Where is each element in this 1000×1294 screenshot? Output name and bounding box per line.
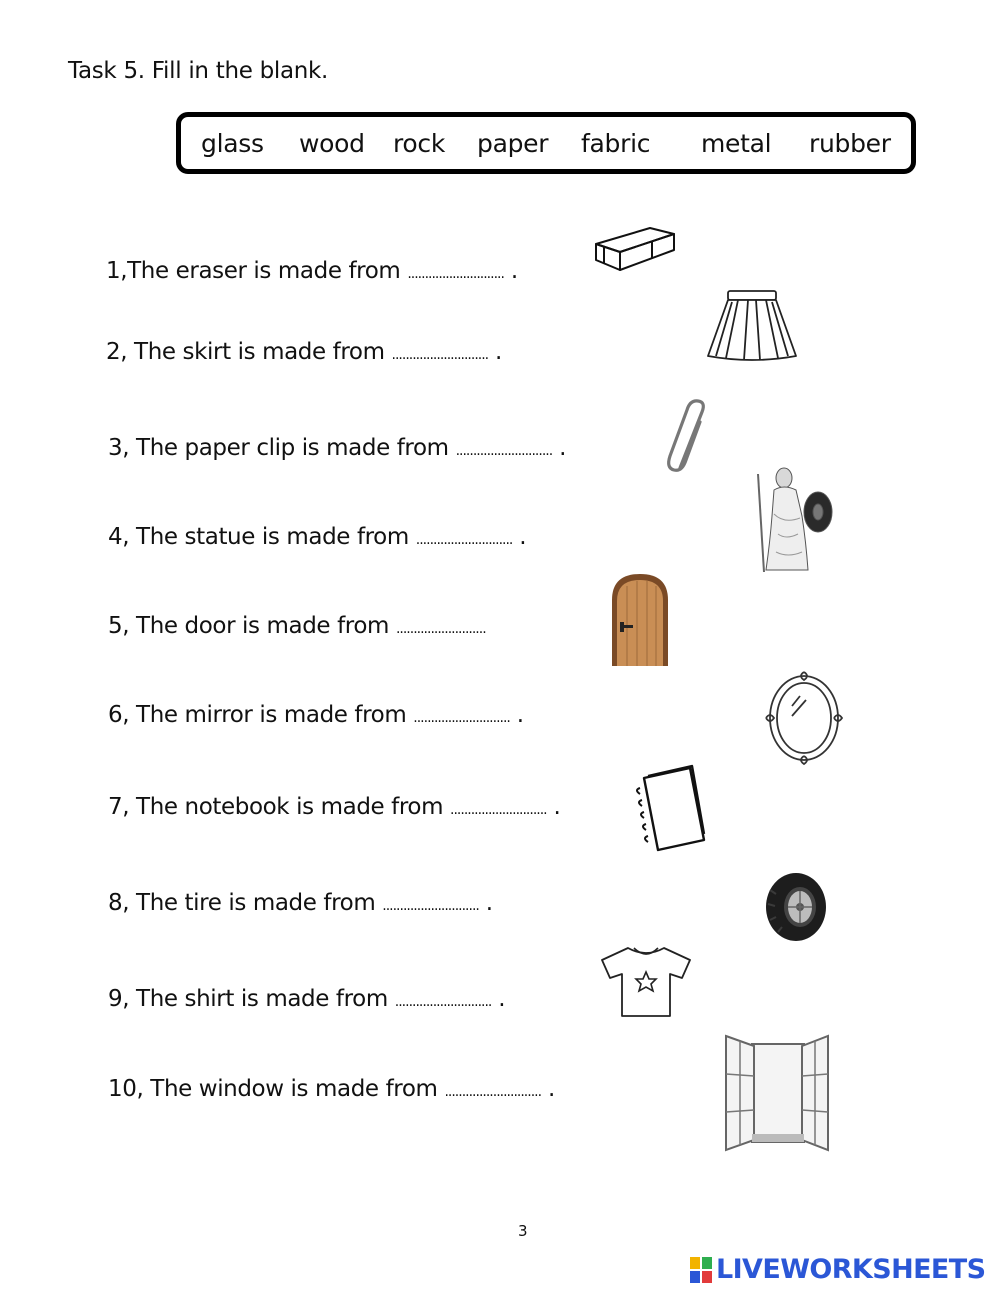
word-bank-item: paper [477,129,549,158]
door-icon [610,572,670,668]
word-bank-item: glass [201,129,264,158]
tire-icon [762,870,830,944]
question-7 [108,794,560,820]
question-text: 10, The window is made from [108,1076,445,1102]
question-end: . [478,890,493,916]
question-8 [108,890,493,916]
question-end: . [541,1076,555,1102]
word-bank-item: fabric [581,129,651,158]
window-icon [722,1034,832,1152]
answer-blank[interactable]: ............................ [394,994,492,1010]
word-bank-item: rock [393,129,446,158]
question-text: 4, The statue is made from [108,524,416,550]
question-end: . [512,524,527,550]
question-text: 1,The eraser is made from [106,258,408,284]
task-title: Task 5. Fill in the blank. [68,58,329,84]
paper-clip-icon [662,398,714,478]
statue-icon [744,464,836,574]
word-bank-item: rubber [809,129,891,158]
question-4 [108,524,526,550]
question-text: 7, The notebook is made from [108,794,451,820]
word-bank-item: wood [299,129,365,158]
question-text: 2, The skirt is made from [106,339,392,365]
question-end: . [546,794,561,820]
answer-blank[interactable]: ............................ [444,1084,542,1100]
question-9 [108,986,505,1012]
liveworksheets-logo-icon [690,1257,712,1283]
answer-blank[interactable]: ............................ [391,347,489,363]
question-text: 9, The shirt is made from [108,986,395,1012]
question-2 [106,339,502,365]
question-1 [106,258,518,284]
notebook-icon [630,764,710,854]
word-bank [176,112,916,174]
question-5 [108,613,486,639]
skirt-icon [704,288,800,364]
answer-blank[interactable]: ............................ [407,266,504,282]
answer-blank[interactable]: ............................ [413,710,510,726]
page-number: 3 [518,1222,528,1240]
answer-blank[interactable]: ............................ [415,532,513,548]
question-text: 5, The door is made from [108,613,396,639]
question-end: . [488,339,502,365]
word-bank-item: metal [701,129,772,158]
question-text: 8, The tire is made from [108,890,383,916]
shirt-icon [598,944,694,1020]
question-text: 6, The mirror is made from [108,702,414,728]
question-6 [108,702,524,728]
question-end: . [503,258,518,284]
brand-name: LIVEWORKSHEETS [716,1254,986,1285]
question-text: 3, The paper clip is made from [108,435,456,461]
answer-blank[interactable]: .......................... [395,621,486,637]
mirror-icon [762,670,846,766]
question-3 [108,435,566,461]
question-end: . [509,702,524,728]
question-10 [108,1076,555,1102]
answer-blank[interactable]: ............................ [450,802,547,818]
answer-blank[interactable]: ............................ [455,443,553,459]
answer-blank[interactable]: ............................ [382,898,479,914]
question-end: . [552,435,567,461]
question-end: . [491,986,506,1012]
eraser-icon [590,216,680,276]
brand-logo [690,1254,985,1285]
